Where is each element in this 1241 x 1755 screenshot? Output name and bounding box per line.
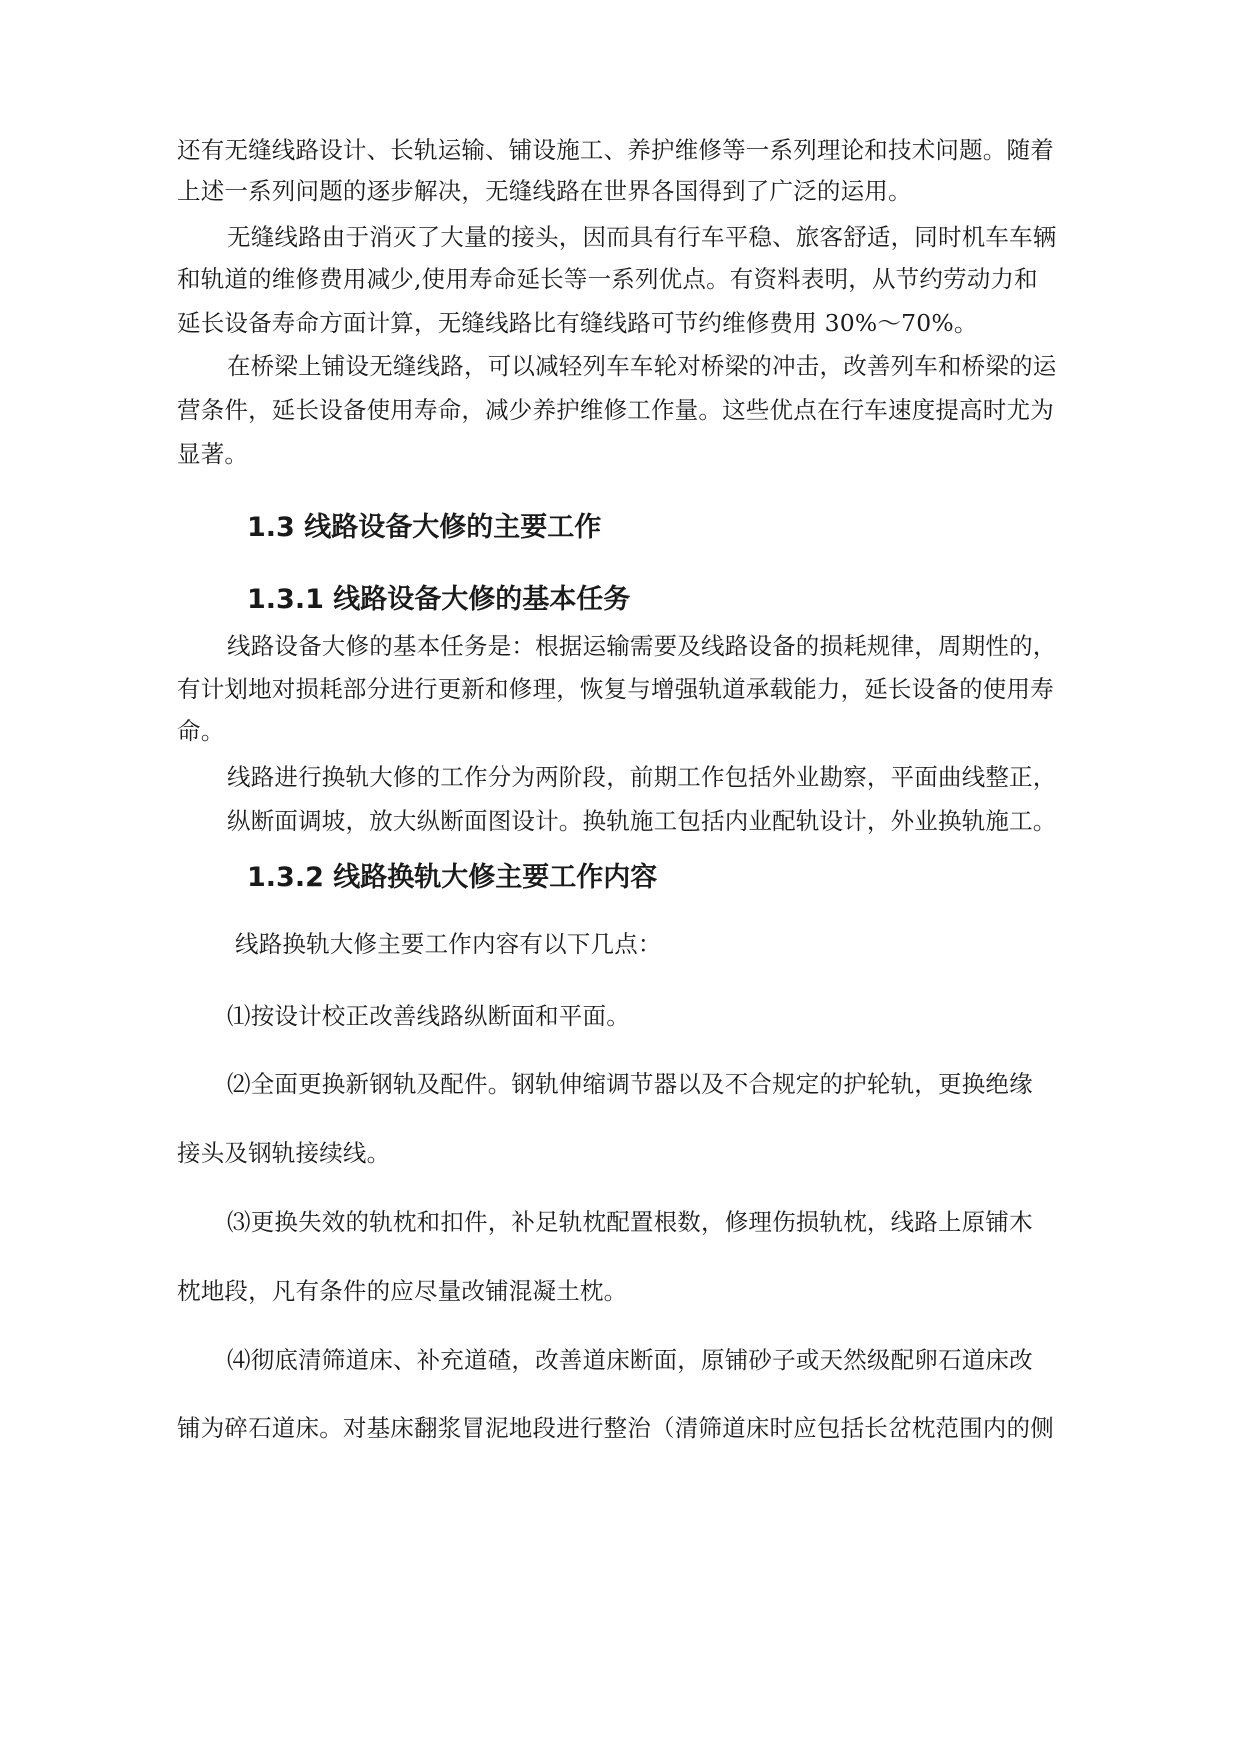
list-item-continuation: 接头及钢轨接续线。	[177, 1139, 391, 1167]
paragraph-line: 有计划地对损耗部分进行更新和修理，恢复与增强轨道承载能力，延长设备的使用寿	[177, 675, 1054, 703]
list-item: ⑶更换失效的轨枕和扣件，补足轨枕配置根数，修理伤损轨枕，线路上原铺木	[227, 1208, 1033, 1236]
section-heading: 1.3 线路设备大修的主要工作	[247, 512, 602, 543]
paragraph-line: 线路设备大修的基本任务是：根据运输需要及线路设备的损耗规律，周期性的，	[227, 632, 1057, 660]
subsection-heading: 1.3.1 线路设备大修的基本任务	[247, 584, 631, 615]
list-item-continuation: 枕地段，凡有条件的应尽量改铺混凝土枕。	[177, 1277, 628, 1305]
subsection-heading: 1.3.2 线路换轨大修主要工作内容	[247, 862, 658, 893]
list-item: ⑷彻底清筛道床、补充道碴，改善道床断面，原铺砂子或天然级配卵石道床改	[227, 1346, 1033, 1374]
paragraph-line: 线路进行换轨大修的工作分为两阶段，前期工作包括外业勘察，平面曲线整正，	[227, 763, 1057, 791]
list-item: ⑴按设计校正改善线路纵断面和平面。	[227, 1002, 630, 1030]
paragraph-line: 命。	[177, 717, 225, 745]
paragraph-line: 延长设备寿命方面计算，无缝线路比有缝线路可节约维修费用 30%～70%。	[177, 309, 978, 337]
paragraph-line: 和轨道的维修费用减少,使用寿命延长等一系列优点。有资料表明，从节约劳动力和	[177, 265, 1038, 293]
paragraph-line: 显著。	[177, 440, 249, 468]
list-item: ⑵全面更换新钢轨及配件。钢轨伸缩调节器以及不合规定的护轮轨，更换绝缘	[227, 1070, 1033, 1098]
paragraph-line: 还有无缝线路设计、长轨运输、铺设施工、养护维修等一系列理论和技术问题。随着	[177, 136, 1054, 164]
paragraph-line: 无缝线路由于消灭了大量的接头，因而具有行车平稳、旅客舒适，同时机车车辆	[227, 223, 1057, 251]
paragraph-line: 纵断面调坡，放大纵断面图设计。换轨施工包括内业配轨设计，外业换轨施工。	[227, 807, 1057, 835]
paragraph-line: 在桥梁上铺设无缝线路，可以减轻列车车轮对桥梁的冲击，改善列车和桥梁的运	[227, 352, 1057, 380]
paragraph-line: 线路换轨大修主要工作内容有以下几点：	[235, 930, 662, 958]
paragraph-line: 上述一系列问题的逐步解决，无缝线路在世界各国得到了广泛的运用。	[177, 177, 912, 205]
paragraph-line: 营条件，延长设备使用寿命，减少养护维修工作量。这些优点在行车速度提高时尤为	[177, 396, 1054, 424]
list-item-continuation: 铺为碎石道床。对基床翻浆冒泥地段进行整治（清筛道床时应包括长岔枕范围内的侧	[177, 1414, 1054, 1442]
